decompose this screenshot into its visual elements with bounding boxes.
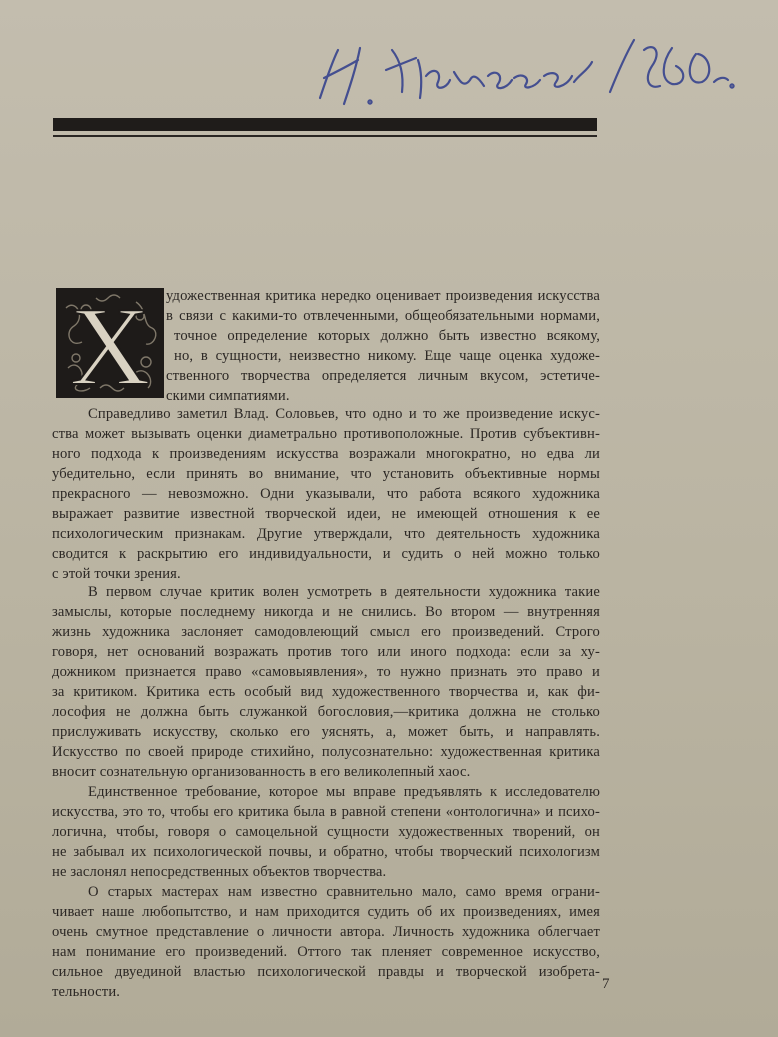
text-line: нам понимание его произведений. Оттого так пленяет современное искусство, [52, 944, 600, 960]
header-rule-thick [53, 118, 597, 131]
text-line: искусства, это то, чтобы его критика была в равной степени «онтологична» и психо- [52, 804, 600, 820]
text-line: удожественная критика нередко оценивает произведения искусства [166, 288, 600, 304]
text-line: психологическим признакам. Другие утверждали, что деятельность художника [52, 526, 600, 542]
text-line: О старых мастерах нам известно сравнительно мало, само время ограни- [88, 884, 600, 900]
text-line: очень смутное представление о личности автора. Личность художника облегчает [52, 924, 600, 940]
text-line: Справедливо заметил Влад. Соловьев, что одно и то же произведение искус- [88, 406, 600, 422]
text-line: ного подхода к произведениям искусства возражали многократно, но едва ли [52, 446, 600, 462]
text-line: в связи с какими-то отвлеченными, общеобязательными нормами, [166, 308, 600, 324]
text-line: скими симпатиями. [166, 388, 290, 404]
header-rule-thin [53, 135, 597, 137]
text-line: за критиком. Критика есть особый вид художественного творчества и, как фи- [52, 684, 600, 700]
text-line: прислуживать искусству, сколько его уяснять, а, может быть, и направлять. [52, 724, 600, 740]
text-line: прекрасного — невозможно. Одни указывали, что работа всякого художника [52, 486, 600, 502]
text-line: точное определение которых должно быть известно всякому, [174, 328, 600, 344]
text-line: жизнь художника заслоняет самодовлеющий смысл его произведений. Строго [52, 624, 600, 640]
text-line: выражает развитие известной творческой идеи, не имеющей отношения к ее [52, 506, 600, 522]
text-line: вносит сознательную организованность в его великолепный хаос. [52, 764, 471, 780]
text-line: Искусство по своей природе стихийно, полусознательно: художественная критика [52, 744, 600, 760]
text-line: ственного творчества определяется личным вкусом, эстетиче- [166, 368, 600, 384]
text-line: с этой точки зрения. [52, 566, 181, 582]
text-line: чивает наше любопытство, и нам приходится судить об их произведениях, имея [52, 904, 600, 920]
text-line: сильное двуединой властью психологической правды и творческой изобрета- [52, 964, 600, 980]
page-number: 7 [602, 976, 610, 992]
text-line: В первом случае критик волен усмотреть в деятельности художника такие [88, 584, 600, 600]
text-line: Единственное требование, которое мы вправе предъявлять к исследователю [88, 784, 600, 800]
text-line: сводится к раскрытию его индивидуальности, и судить о ней можно только [52, 546, 600, 562]
text-line: но, в сущности, неизвестно никому. Еще чаще оценка художе- [174, 348, 600, 364]
text-line: лософия не должна быть служанкой богословия,—критика должна не столько [52, 704, 600, 720]
text-line: тельности. [52, 984, 121, 1000]
text-line: убедительно, если принять во внимание, что установить объективные нормы [52, 466, 600, 482]
text-line: не забывал их психологической почвы, и обратно, чтобы творческий психологизм [52, 844, 600, 860]
text-line: логична, чтобы, говоря о самоцельной сущности художественных творений, он [52, 824, 600, 840]
text-line: не заслонял непосредственных объектов творчества. [52, 864, 387, 880]
handwritten-signature [300, 20, 740, 115]
text-line: дожником признается право «самовыявления», то нужно признать это право и [52, 664, 600, 680]
text-line: говоря, нет оснований возражать против того или иного подхода: если за ху- [52, 644, 600, 660]
text-line: замыслы, которые последнему никогда и не снились. Во втором — внутренняя [52, 604, 600, 620]
drop-cap-letter: Х [69, 288, 151, 398]
text-line: ства может вызывать оценки диаметрально противоположные. Против субъективн- [52, 426, 600, 442]
ornamental-drop-cap [56, 288, 164, 398]
